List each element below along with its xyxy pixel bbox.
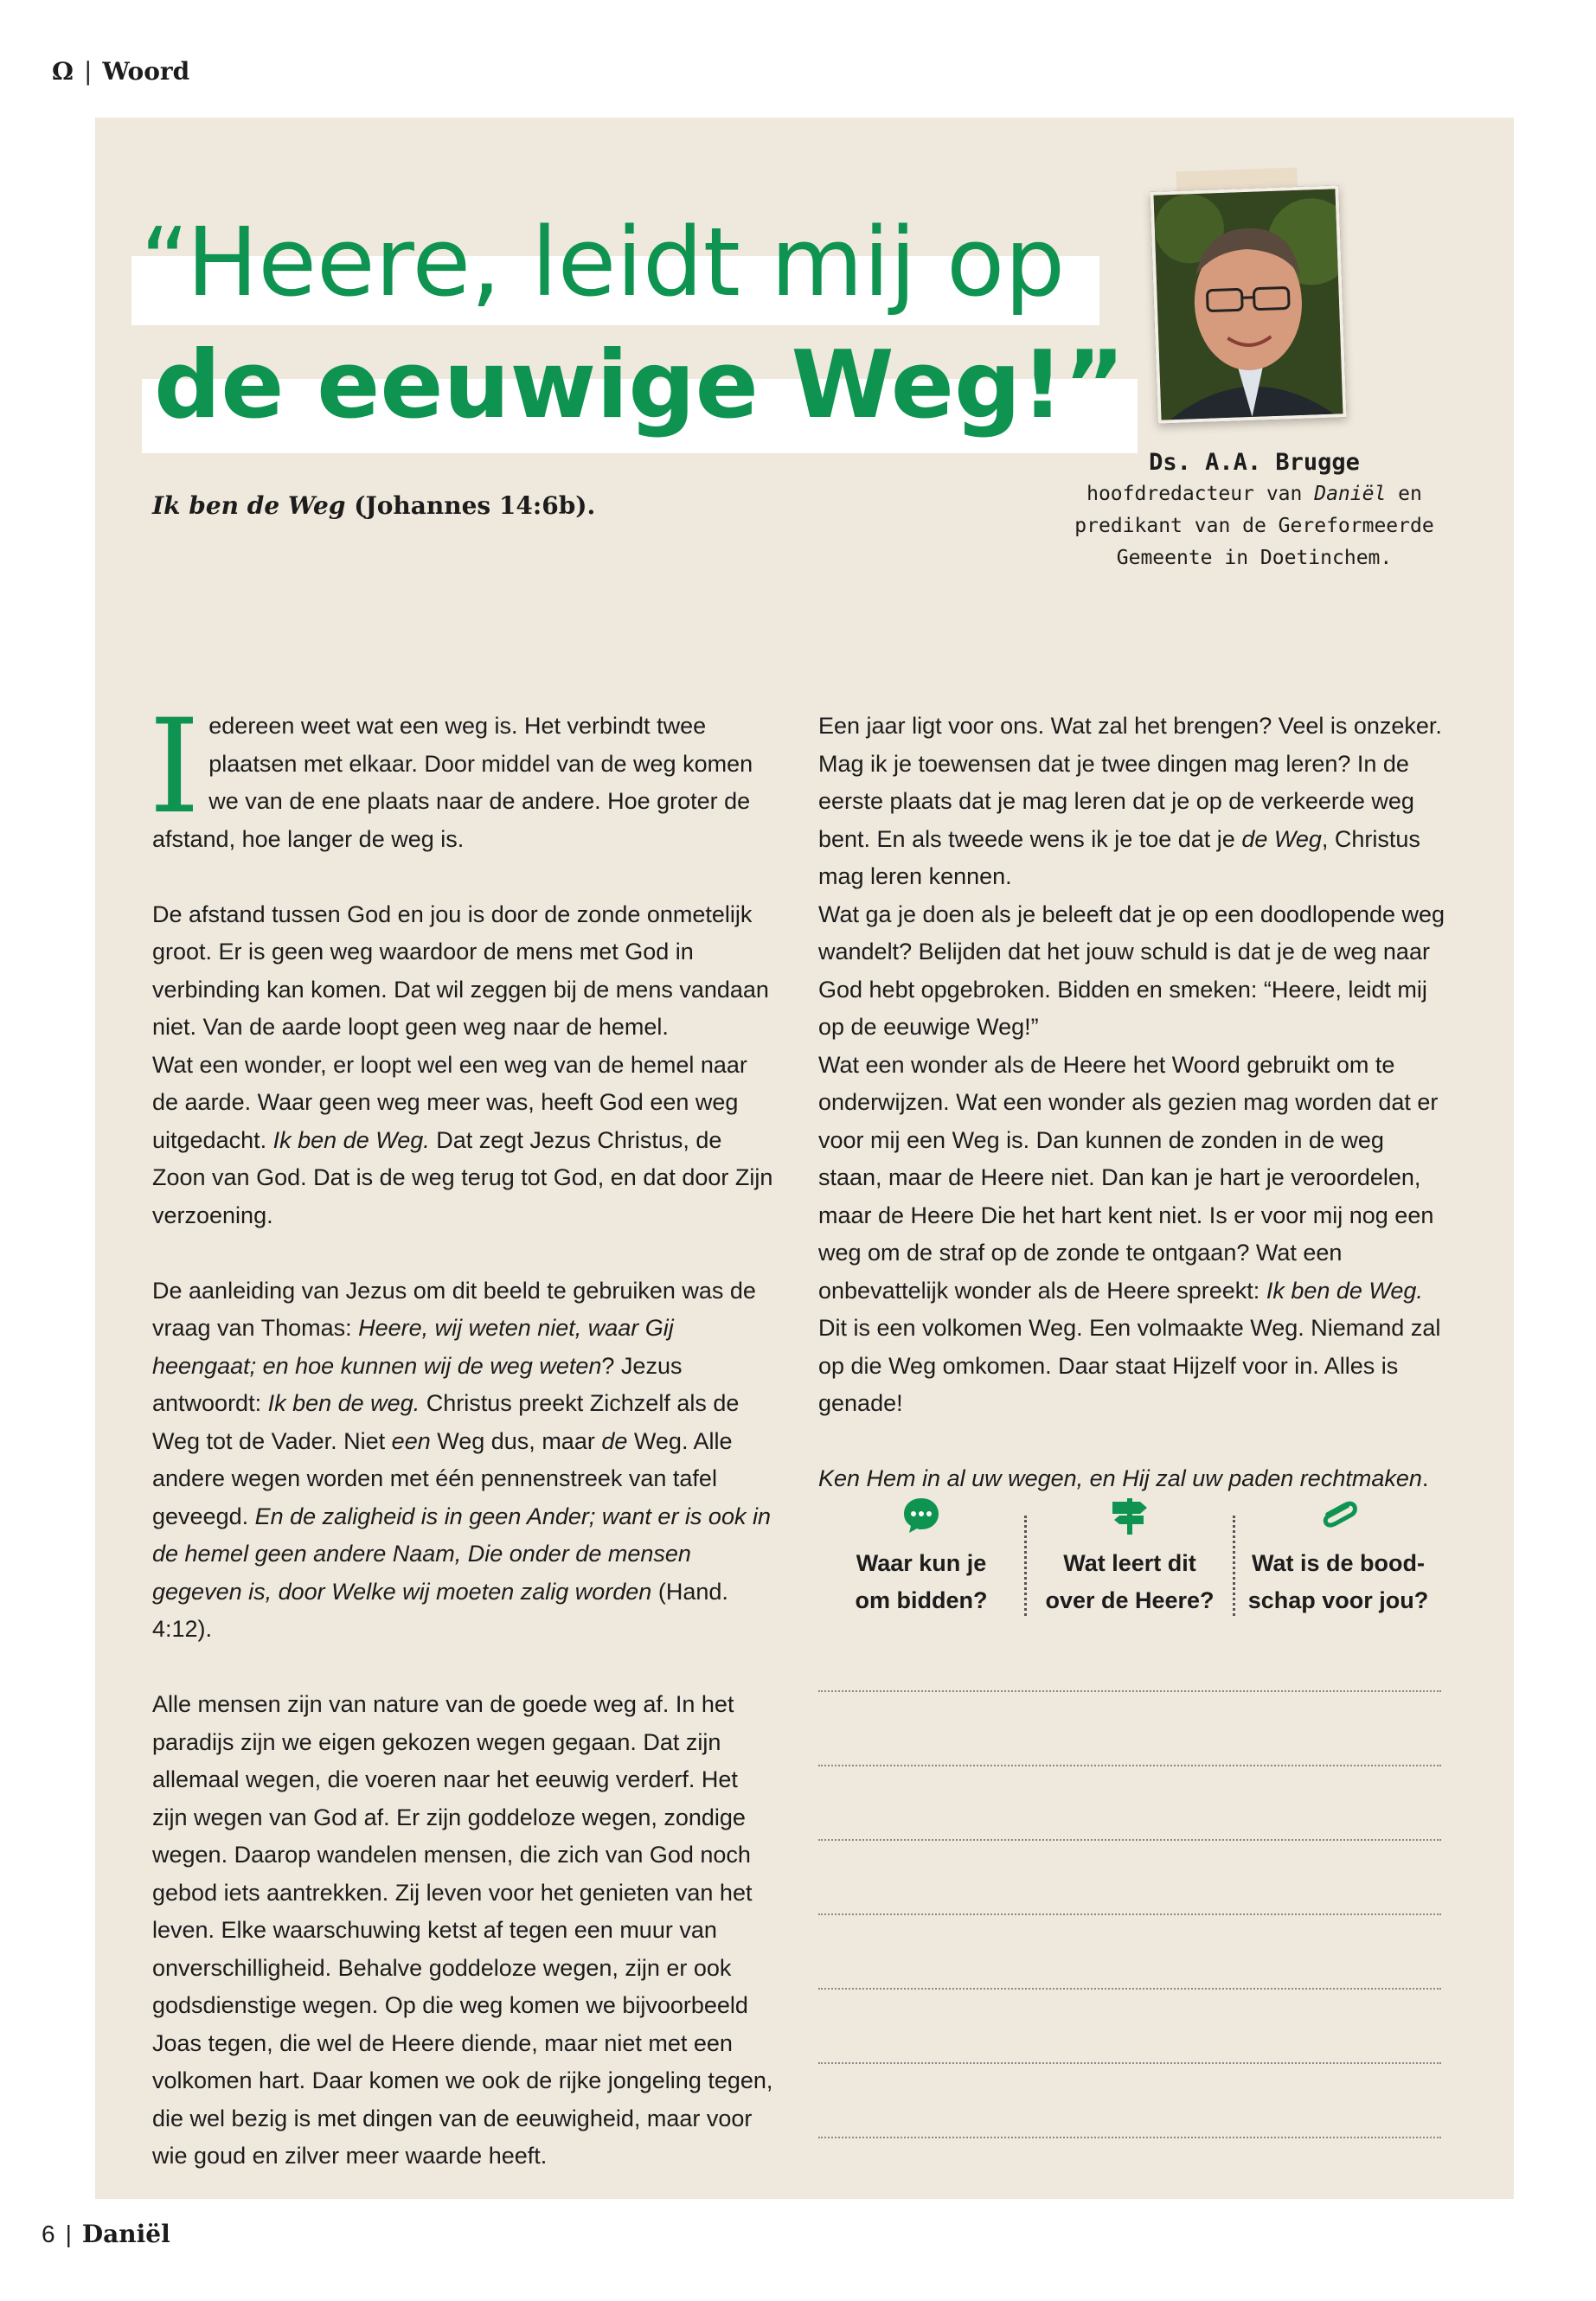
footer-separator: | — [65, 2220, 72, 2247]
header-separator: | — [83, 57, 93, 86]
writing-line — [818, 1765, 1441, 1766]
author-role-line-1: hoofdredacteur van Daniël en — [1086, 483, 1422, 505]
paragraph-5: Alle mensen zijn van nature van de goede weg af. In het paradijs zijn we eigen gekozen wegen gegaan. Dat zijn allemaal wegen, die voeren naar het eeuwig verderf. Het zijn wegen van God af. Er zijn goddeloze wegen, zondige wegen. Daarop wandelen mensen, die zich van God noch gebod iets aantrekken. Zij leven voor het genieten van het leven. Elke waarschuwing ketst af tegen een muur van onverschilligheid. Behalve goddeloze wegen, zijn er ook godsdienstige wegen. Op die weg komen we bijvoorbeeld Joas tegen, die wel de Heere diende, maar niet met een volkomen hart. Daar komen we ook de rijke jongeling tegen, die wel bezig is met dingen van de eeuwigheid, maar voor wie goud en zilver meer waarde heeft. — [152, 1691, 773, 2169]
title-line-2: de eeuwige Weg!” — [154, 339, 1125, 433]
author-role-line-2: predikant van de Gereformeerde — [1074, 515, 1434, 537]
writing-line — [818, 1988, 1441, 1990]
author-credit — [1038, 446, 1471, 574]
omega-icon: Ω — [52, 57, 74, 86]
portrait-illustration — [1154, 189, 1343, 420]
subtitle-reference: (Johannes 14:6b). — [354, 491, 596, 520]
author-photo — [1150, 185, 1346, 423]
paragraph-2: De afstand tussen God en jou is door de zonde onmetelijk groot. Er is geen weg waardoor de mens met God in verbinding kan komen. Dat wil zeggen bij de mens vandaan niet. Van de aarde loopt geen weg naar de hemel. — [152, 901, 769, 1040]
magazine-name: Daniël — [81, 2220, 170, 2248]
article-column-left — [149, 692, 775, 2176]
writing-line — [818, 1690, 1441, 1692]
reflection-prompts — [818, 1495, 1441, 1625]
author-role-line-3: Gemeente in Doetinchem. — [1116, 547, 1393, 569]
prompt-learn: Wat leert dit over de Heere? — [1027, 1495, 1233, 1625]
dropcap: I — [149, 692, 201, 843]
subtitle-quote: Ik ben de Weg — [152, 491, 346, 520]
section-label: Woord — [102, 57, 190, 86]
prompt-message: Wat is de bood- schap voor jou? — [1235, 1495, 1441, 1625]
writing-line — [818, 1839, 1441, 1841]
section-header — [52, 57, 189, 86]
paragraph-4: De aanleiding van Jezus om dit beeld te gebruiken was de vraag van Thomas: Heere, wij weten niet, waar Gij heengaat; en hoe kunnen wij de weg weten? Jezus antwoordt: Ik ben de weg. Christus preekt Zichzelf als de Weg tot de Vader. Niet een Weg dus, maar de Weg. Alle andere wegen worden met één pennenstreek van tafel geveegd. En de zaligheid is in geen Ander; want er is ook in de hemel geen andere Naam, Die onder de mensen gegeven is, door Welke wij moeten zalig worden (Hand. 4:12). — [152, 1277, 771, 1642]
author-name: Ds. A.A. Brugge — [1149, 449, 1360, 476]
closing-verse: Ken Hem in al uw wegen, en Hij zal uw paden rechtmaken. — [818, 1465, 1429, 1491]
article-column-right — [818, 708, 1450, 1498]
paragraph-1: Iedereen weet wat een weg is. Het verbindt twee plaatsen met elkaar. Door middel van de weg komen we van de ene plaats naar de andere. Hoe groter de afstand, hoe langer de weg is. — [149, 692, 753, 852]
signpost-icon — [1109, 1495, 1151, 1536]
paragraph-6: Een jaar ligt voor ons. Wat zal het brengen? Veel is onzeker. Mag ik je toewensen dat je twee dingen mag leren? In de eerste plaats dat je mag leren dat je op de verkeerde weg bent. En als tweede wens ik je toe dat je de Weg, Christus mag leren kennen. — [818, 713, 1442, 889]
writing-line — [818, 2137, 1441, 2138]
chat-bubble-icon — [901, 1495, 942, 1536]
paperclip-icon — [1317, 1495, 1359, 1536]
writing-line — [818, 1913, 1441, 1915]
title-line-1: “Heere, leidt mij op — [140, 215, 1065, 310]
paragraph-7: Wat ga je doen als je beleeft dat je op een doodlopende weg wandelt? Belijden dat het jouw schuld is dat je de weg naar God hebt opgebroken. Bidden en smeken: “Heere, leidt mij op de eeuwige Weg!” — [818, 901, 1445, 1040]
page-footer — [42, 2220, 170, 2248]
paragraph-8: Wat een wonder als de Heere het Woord gebruikt om te onderwijzen. Wat een wonder als gezien mag worden dat er voor mij een Weg is. Dan kunnen de zonden in de weg staan, maar de Heere niet. Dan kan je hart je veroordelen, maar de Heere Die het hart kent niet. Is er voor mij nog een weg om de straf op de zonde te ontgaan? Wat een onbevattelijk wonder als de Heere spreekt: Ik ben de Weg. Dit is een volkomen Weg. Een volmaakte Weg. Niemand zal op die Weg omkomen. Daar staat Hijzelf voor in. Alles is genade! — [818, 1051, 1441, 1416]
prompt-pray: Waar kun je om bidden? — [818, 1495, 1024, 1625]
subtitle — [152, 491, 595, 520]
writing-line — [818, 2062, 1441, 2064]
paragraph-3: Wat een wonder, er loopt wel een weg van de hemel naar de aarde. Waar geen weg meer was, heeft God een weg uitgedacht. Ik ben de Weg. Dat zegt Jezus Christus, de Zoon van God. Dat is de weg terug tot God, en dat door Zijn verzoening. — [152, 1051, 773, 1228]
page-number: 6 — [42, 2220, 55, 2247]
